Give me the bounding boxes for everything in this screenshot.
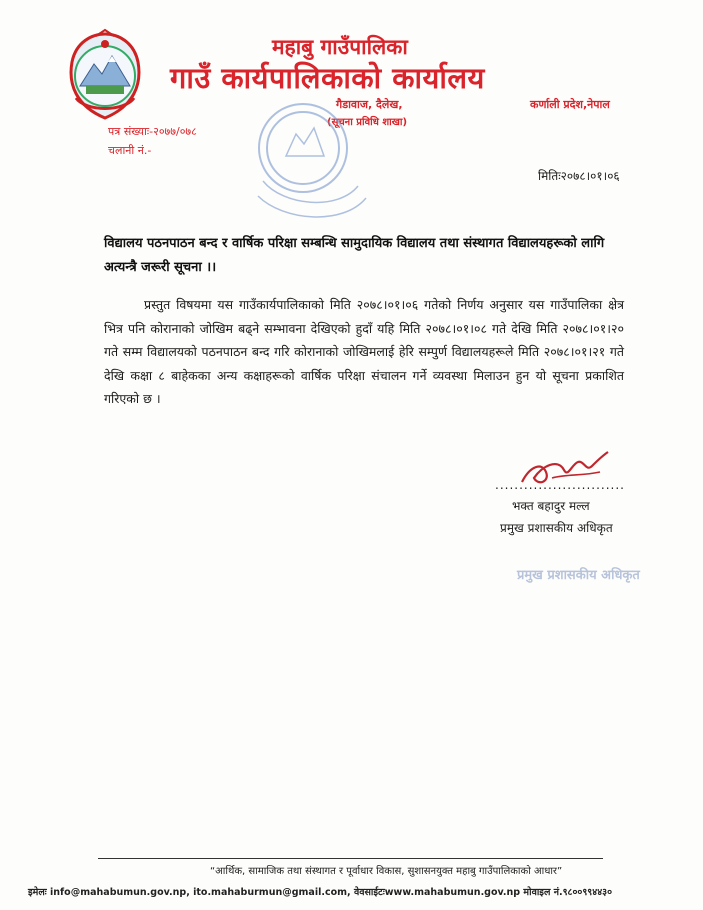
email-addresses: info@mahabumun.gov.np, ito.mahaburmun@gmail.com, bbox=[50, 887, 351, 898]
letter-date: मितिः२०७८।०१।०६ bbox=[538, 169, 620, 183]
email-label: इमेलः bbox=[28, 887, 47, 898]
office-stamp-icon bbox=[228, 86, 378, 236]
mobile-number: ९८००९९४४३० bbox=[562, 887, 613, 898]
signatory-name: भक्त बहादुर मल्ल bbox=[512, 499, 590, 513]
mobile-label: मोवाइल नं. bbox=[523, 887, 563, 898]
signature-line: ........................... bbox=[495, 478, 625, 492]
nepal-emblem-icon bbox=[62, 28, 148, 124]
notice-body bbox=[104, 293, 624, 411]
office-address-left: गैडावाज, दैलेख, bbox=[336, 98, 403, 111]
branch-name: (सूचना प्रविधि शाखा) bbox=[327, 117, 408, 128]
footer-contacts bbox=[28, 885, 612, 898]
municipality-name: महाबु गाउँपालिका bbox=[272, 35, 408, 59]
office-address-right: कर्णाली प्रदेश,नेपाल bbox=[530, 98, 610, 111]
signatory-title: प्रमुख प्रशासकीय अधिकृत bbox=[500, 521, 613, 535]
footer-divider bbox=[98, 858, 603, 859]
office-name: गाउँ कार्यपालिकाको कार्यालय bbox=[170, 61, 485, 95]
notice-subject: विद्यालय पठनपाठन बन्द र वार्षिक परिक्षा सम्बन्धि सामुदायिक विद्यालय तथा संस्थागत विद्यालयहरूको लागि अत्यन्त्रै जरूरी सूचना ।। bbox=[104, 236, 605, 275]
footer-slogan: “आर्थिक, सामाजिक तथा संस्थागत र पूर्वाधार विकास, सुशासनयुक्त महाबु गाउँपालिकाको आधार” bbox=[210, 866, 563, 877]
dispatch-number: चलानी नं.- bbox=[108, 144, 152, 157]
designation-stamp: प्रमुख प्रशासकीय अधिकृत bbox=[517, 568, 640, 583]
notice-body-paragraph: प्रस्तुत विषयमा यस गाउँकार्यपालिकाको मिति २०७८।०१।०६ गतेको निर्णय अनुसार यस गाउँपालिका क्षेत्र भित्र पनि कोरानाको जोखिम बढ्ने सम्भावना देखिएको हुदाँ यहि मिति २०७८।०१।०८ गते देखि मिति २०७८।०१।२० गते सम्म विद्यालयको पठनपाठन बन्द गरि कोरानाको जोखिमलाई हेरि सम्पुर्ण विद्यालयहरूले मिति २०७८।०१।२१ गते देखि कक्षा ८ बाहेकका अन्य कक्षाहरूको वार्षिक परिक्षा संचालन गर्ने व्यवस्था मिलाउन हुन यो सूचना प्रकाशित गरिएको छ । bbox=[104, 297, 624, 406]
website-label: वेवसाईटः bbox=[353, 887, 385, 898]
website-url: www.mahabumun.gov.np bbox=[384, 887, 521, 898]
reference-number: पत्र संख्याः-२०७७/०७८ bbox=[108, 125, 197, 138]
